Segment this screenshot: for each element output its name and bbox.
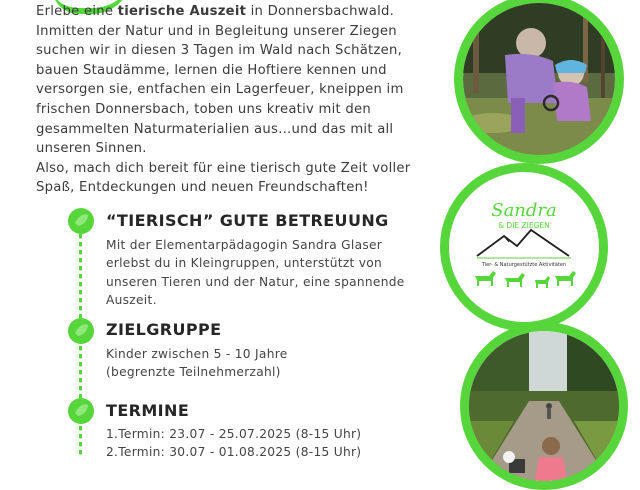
leaf-bullet-icon bbox=[66, 316, 96, 346]
logo-name: Sandra bbox=[491, 200, 557, 221]
intro-line: Spaß, Entdeckungen und neuen Freundschaften! bbox=[36, 180, 369, 196]
body-line: erlebst du in Kleingruppen, unterstützt von bbox=[106, 256, 383, 271]
mountain-icon bbox=[477, 230, 569, 256]
body-line: unseren Tieren und der Natur, eine spannende bbox=[106, 274, 405, 289]
section-title-betreuung: “TIERISCH” GUTE BETREUUNG bbox=[106, 211, 389, 230]
section-body-termine bbox=[106, 425, 436, 462]
photo-child-goat-path bbox=[460, 322, 628, 490]
section-body-betreuung bbox=[106, 236, 436, 310]
body-line: 1.Termin: 23.07 - 25.07.2025 (8-15 Uhr) bbox=[106, 427, 362, 441]
goat-icon bbox=[475, 271, 576, 288]
leaf-bullet-icon bbox=[66, 396, 96, 426]
intro-line: frischen Donnersbach, toben uns kreativ mit den bbox=[36, 101, 371, 117]
logo-circle bbox=[440, 163, 608, 331]
logo-tagline: Tier- & Naturgestützte Aktivitäten bbox=[481, 262, 567, 268]
intro-highlight: tierische Auszeit bbox=[117, 4, 247, 19]
intro-line: Also, mach dich bereit für eine tierisch gute Zeit voller bbox=[36, 160, 411, 176]
section-title-termine: TERMINE bbox=[106, 401, 190, 420]
intro-paragraph bbox=[36, 2, 446, 198]
intro-line: versorgen sie, entfachen ein Lagerfeuer, kneippen im bbox=[36, 82, 404, 98]
leaf-bullet-icon bbox=[66, 206, 96, 236]
photo-children-forest bbox=[454, 0, 624, 164]
logo-graphic bbox=[449, 172, 599, 322]
intro-line: Inmitten der Natur und in Begleitung unserer Ziegen bbox=[36, 23, 397, 39]
body-line: Auszeit. bbox=[106, 293, 157, 308]
photo-path-image bbox=[469, 331, 619, 481]
intro-line: bauen Staudämme, lernen die Hoftiere kennen und bbox=[36, 62, 387, 78]
intro-text: Erlebe eine bbox=[36, 4, 118, 19]
logo-sub: & DIE ZIEGEN bbox=[498, 221, 550, 230]
intro-line: unseren Sinnen. bbox=[36, 141, 147, 157]
body-line: Mit der Elementarpädagogin Sandra Glaser bbox=[106, 238, 383, 252]
body-line: Kinder zwischen 5 - 10 Jahre bbox=[106, 347, 288, 361]
photo-forest-image bbox=[463, 3, 615, 155]
body-line: (begrenzte Teilnehmerzahl) bbox=[106, 365, 281, 380]
intro-line: gesammelten Naturmaterialien aus…und das mit all bbox=[36, 121, 394, 137]
intro-text: in Donnersbachwald. bbox=[246, 4, 395, 19]
section-title-zielgruppe: ZIELGRUPPE bbox=[106, 320, 222, 339]
intro-line: suchen wir in diesen 3 Tagen im Wald nach Schätzen, bbox=[36, 43, 403, 59]
body-line: 2.Termin: 30.07 - 01.08.2025 (8-15 Uhr) bbox=[106, 445, 362, 460]
section-body-zielgruppe bbox=[106, 345, 436, 382]
